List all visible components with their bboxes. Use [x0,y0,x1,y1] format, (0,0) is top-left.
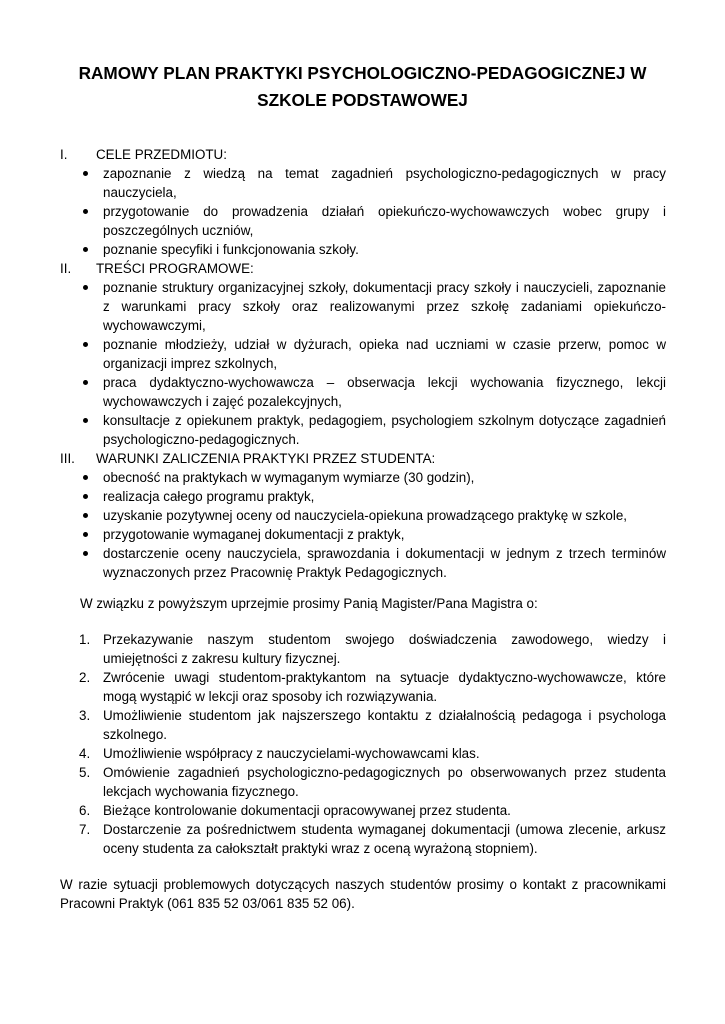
closing-paragraph: W razie sytuacji problemowych dotyczących naszych studentów prosimy o kontakt z pracownikami Pracowni Praktyk (061 835 52 03/061 835 52 06). [60,877,666,911]
bullet-list-warunki [60,468,666,582]
bullet-icon [83,342,88,347]
section-warunki [60,449,666,468]
section-cele [60,145,666,164]
document-body [60,145,666,913]
item-number: 6. [79,803,91,818]
section-tresci [60,259,666,278]
section-number: II. [60,261,72,276]
bullet-icon [83,285,88,290]
bullet-icon [83,475,88,480]
list-item: 4. Umożliwienie współpracy z nauczycielami-wychowawcami klas. [79,746,480,761]
list-item: poznanie specyfiki i funkcjonowania szkoły. [60,240,666,259]
list-item: przygotowanie do prowadzenia działań opiekuńczo-wychowawczych wobec grupy i poszczególnych uczniów, [60,202,666,240]
item-number: 5. [79,765,91,780]
list-item: 6. Bieżące kontrolowanie dokumentacji opracowywanej przez studenta. [79,803,511,818]
bullet-list-cele [60,164,666,259]
section-heading: TREŚCI PROGRAMOWE: [96,261,254,276]
item-number: 1. [79,632,91,647]
request-paragraph: W związku z powyższym uprzejmie prosimy Panią Magister/Pana Magistra o: [80,596,538,611]
numbered-list [60,630,666,858]
bullet-icon [83,551,88,556]
item-number: 4. [79,746,91,761]
section-number: I. [60,147,68,162]
bullet-icon [83,513,88,518]
list-item: 2. Zwrócenie uwagi studentom-praktykantom na sytuacje dydaktyczno-wychowawcze, które mogą wystąpić w lekcji oraz sposoby ich rozwiązywania. [79,670,666,704]
list-item: dostarczenie oceny nauczyciela, sprawozdania i dokumentacji w jednym z trzech terminów wyznaczonych przez Pracownię Praktyk Pedagogicznych. [60,544,666,582]
list-item: zapoznanie z wiedzą na temat zagadnień psychologiczno-pedagogicznych w pracy nauczyciela, [60,164,666,202]
list-item: poznanie struktury organizacyjnej szkoły, dokumentacji pracy szkoły i nauczycieli, zapoznanie z warunkami pracy szkoły oraz realizowanymi przez szkołę zadaniami opiekuńczo-wychowawczymi, [60,278,666,335]
bullet-icon [83,247,88,252]
section-heading: CELE PRZEDMIOTU: [96,147,227,162]
page-title: RAMOWY PLAN PRAKTYKI PSYCHOLOGICZNO-PEDAGOGICZNEJ W SZKOLE PODSTAWOWEJ [78,63,647,110]
item-number: 7. [79,822,91,837]
list-item: 1. Przekazywanie naszym studentom swojego doświadczenia zawodowego, wiedzy i umiejętności z zakresu kultury fizycznej. [79,632,666,666]
item-number: 3. [79,708,91,723]
list-item: przygotowanie wymaganej dokumentacji z praktyk, [60,525,666,544]
bullet-icon [83,209,88,214]
list-item: uzyskanie pozytywnej oceny od nauczyciela-opiekuna prowadzącego praktykę w szkole, [60,506,666,525]
list-item: realizacja całego programu praktyk, [60,487,666,506]
bullet-icon [83,494,88,499]
list-item: 5. Omówienie zagadnień psychologiczno-pedagogicznych po obserwowanych przez studenta lekcjach wychowania fizycznego. [79,765,666,799]
list-item: konsultacje z opiekunem praktyk, pedagogiem, psychologiem szkolnym dotyczące zagadnień psychologiczno-pedagogicznych. [60,411,666,449]
list-item: 7. Dostarczenie za pośrednictwem studenta wymaganej dokumentacji (umowa zlecenie, arkusz oceny studenta za całokształt praktyki wraz z oceną wyrażoną stopniem). [79,822,666,856]
list-item: 3. Umożliwienie studentom jak najszerszego kontaktu z działalnością pedagoga i psychologa szkolnego. [79,708,666,742]
bullet-icon [83,380,88,385]
list-item: praca dydaktyczno-wychowawcza – obserwacja lekcji wychowania fizycznego, lekcji wychowawczych i zajęć pozalekcyjnych, [60,373,666,411]
item-number: 2. [79,670,91,685]
section-heading: WARUNKI ZALICZENIA PRAKTYKI PRZEZ STUDENTA: [96,451,436,466]
section-number: III. [60,451,75,466]
bullet-icon [83,171,88,176]
list-item: obecność na praktykach w wymaganym wymiarze (30 godzin), [60,468,666,487]
bullet-icon [83,532,88,537]
list-item: poznanie młodzieży, udział w dyżurach, opieka nad uczniami w czasie przerw, pomoc w organizacji imprez szkolnych, [60,335,666,373]
bullet-list-tresci [60,278,666,449]
bullet-icon [83,418,88,423]
